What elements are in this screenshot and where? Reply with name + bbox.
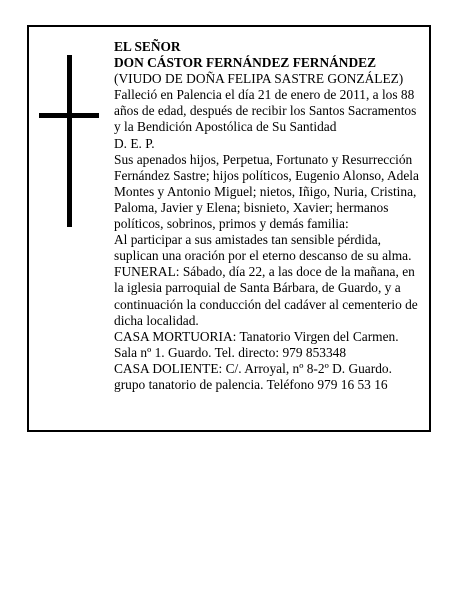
cross-horizontal-bar xyxy=(39,113,99,118)
group-line: grupo tanatorio de palencia. Teléfono 979 16 53 16 xyxy=(114,376,388,392)
heading-line-1: EL SEÑOR xyxy=(114,39,181,54)
death-paragraph: Falleció en Palencia el día 21 de enero de 2011, a los 88 años de edad, después de recibir los Santos Sacramentos y la Bendición Apostólica de Su Santidad xyxy=(114,87,417,135)
house-paragraph: CASA DOLIENTE: C/. Arroyal, nº 8-2º D. Guardo. xyxy=(114,360,392,376)
funeral-paragraph: FUNERAL: Sábado, día 22, a las doce de la mañana, en la iglesia parroquial de Santa Bárbara, de Guardo, y a continuación la conducción del cadáver al cementerio de dicha localidad. xyxy=(114,264,418,328)
rip-line: D. E. P. xyxy=(114,135,155,151)
latin-cross-icon xyxy=(39,55,99,227)
widow-line: (VIUDO DE DOÑA FELIPA SASTRE GONZÁLEZ) xyxy=(114,71,404,87)
family-paragraph: Sus apenados hijos, Perpetua, Fortunato y Resurrección Fernández Sastre; hijos políticos, Eugenio Alonso, Adela Montes y Antonio Miguel; nietos, Iñigo, Nuria, Cristina, Paloma, Javier y Elena; bisnieto, Xavier; hermanos políticos, sobrinos, primos y demás familia: xyxy=(114,151,419,232)
mortuary-paragraph: CASA MORTUORIA: Tanatorio Virgen del Carmen. Sala nº 1. Guardo. Tel. directo: 979 853348 xyxy=(114,328,399,360)
obituary-notice xyxy=(27,25,431,432)
notice-text xyxy=(114,39,424,393)
request-paragraph: Al participar a sus amistades tan sensible pérdida, suplican una oración por el eterno descanso de su alma. xyxy=(114,232,412,264)
cross-vertical-bar xyxy=(67,55,72,227)
deceased-name: DON CÁSTOR FERNÁNDEZ FERNÁNDEZ xyxy=(114,55,377,71)
